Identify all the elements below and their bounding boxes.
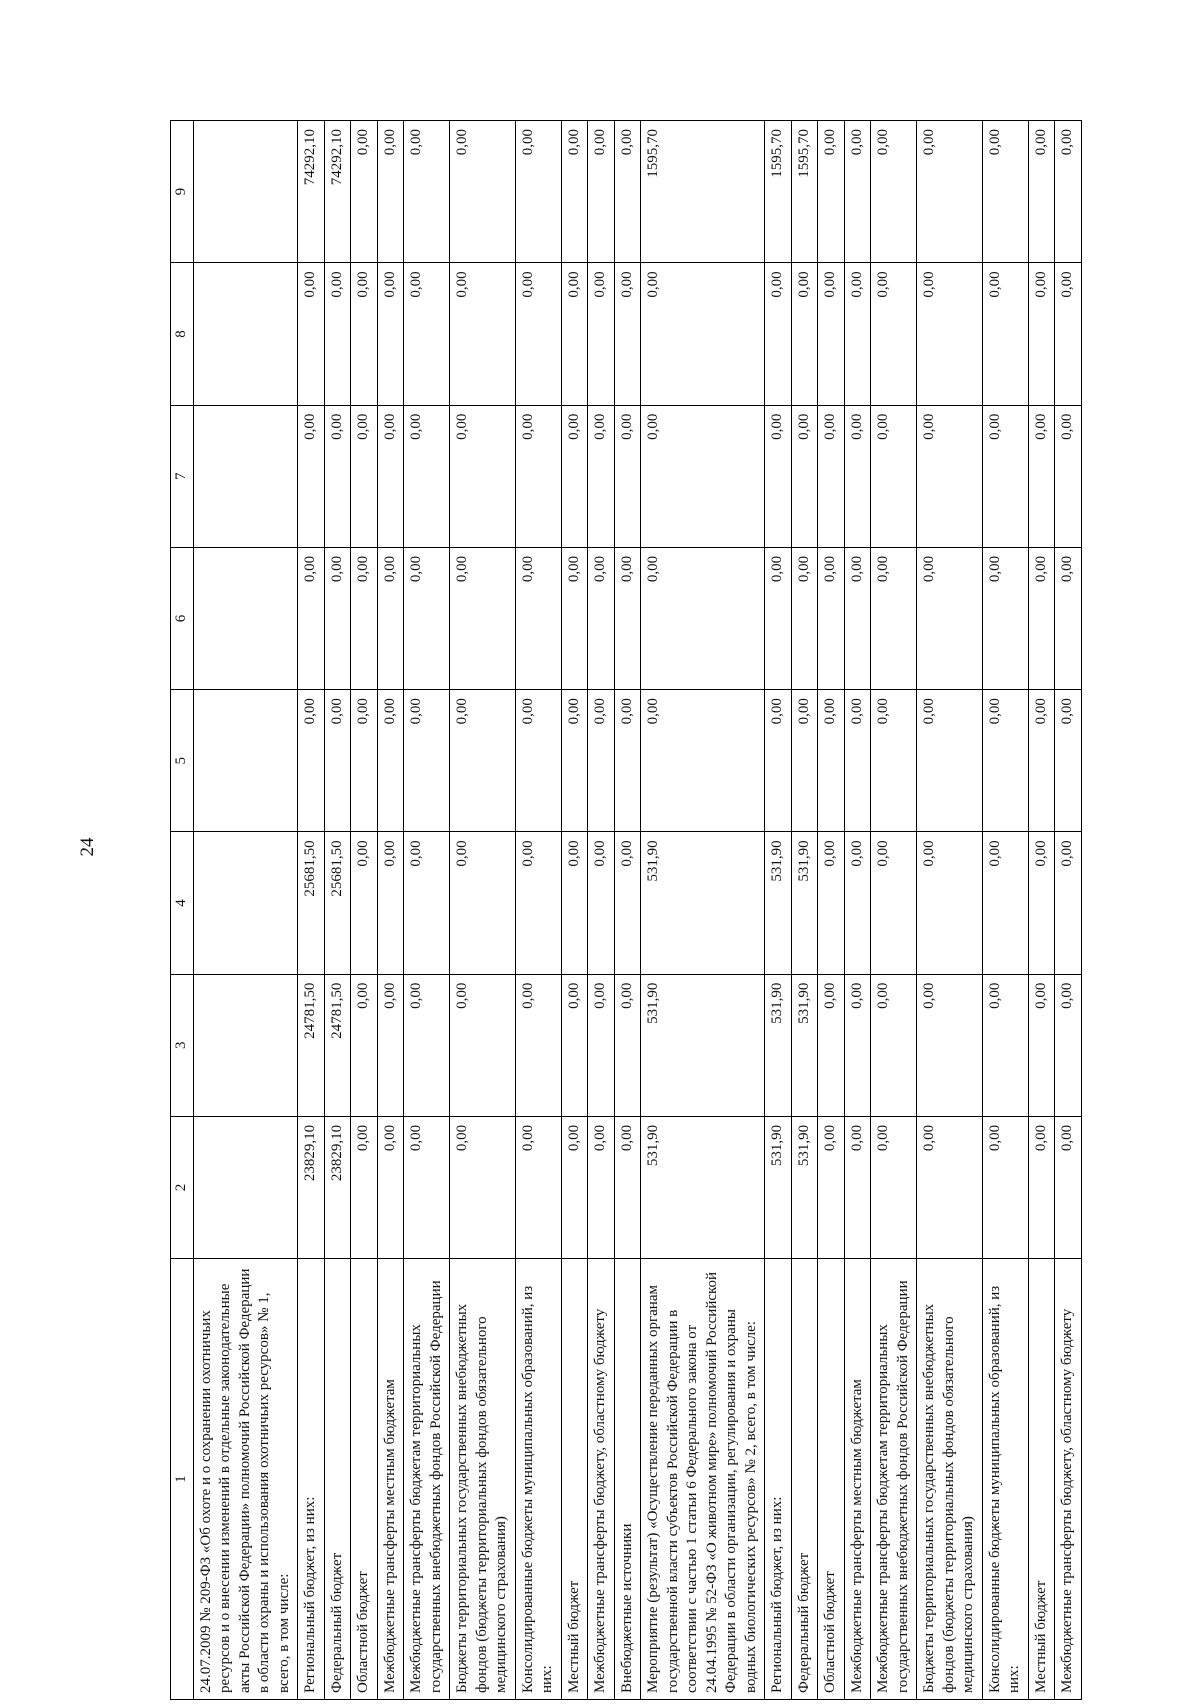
- value-cell: 0,00: [404, 832, 450, 974]
- value-cell: 0,00: [818, 547, 845, 689]
- value-cell: 0,00: [614, 974, 641, 1116]
- value-cell: 0,00: [614, 832, 641, 974]
- row-label: Межбюджетные трансферты местным бюджетам: [377, 1259, 404, 1700]
- value-cell: 0,00: [765, 690, 792, 832]
- value-cell: 0,00: [377, 263, 404, 405]
- row-label: Бюджеты территориальных государственных внебюджетных фондов (бюджеты территориальных фондов обязательного медицинского страхования): [450, 1259, 516, 1700]
- value-cell: 0,00: [298, 547, 325, 689]
- value-cell: 0,00: [404, 1116, 450, 1258]
- value-cell: 0,00: [404, 405, 450, 547]
- value-cell: 0,00: [561, 974, 588, 1116]
- row-label: Межбюджетные трансферты местным бюджетам: [844, 1259, 871, 1700]
- value-cell: 0,00: [561, 1116, 588, 1258]
- table-row: [588, 121, 615, 1700]
- value-cell: 0,00: [561, 121, 588, 263]
- value-cell: 0,00: [844, 832, 871, 974]
- value-cell: 0,00: [515, 121, 561, 263]
- value-cell: 0,00: [818, 405, 845, 547]
- value-cell: 0,00: [377, 405, 404, 547]
- row-label: Федеральный бюджет: [791, 1259, 818, 1700]
- column-header-9: 9: [171, 121, 194, 263]
- value-cell: 0,00: [377, 1116, 404, 1258]
- row-label: Межбюджетные трансферты бюджетам территориальных государственных внебюджетных фондов Российской Федерации: [404, 1259, 450, 1700]
- value-cell: 0,00: [515, 1116, 561, 1258]
- value-cell: 0,00: [561, 547, 588, 689]
- value-cell: 0,00: [351, 263, 378, 405]
- table-row: [450, 121, 516, 1700]
- value-cell: 0,00: [324, 547, 351, 689]
- value-cell: 0,00: [351, 1116, 378, 1258]
- value-cell: 0,00: [1055, 405, 1082, 547]
- value-cell: 23829,10: [324, 1116, 351, 1258]
- value-cell: 0,00: [377, 690, 404, 832]
- value-cell: 0,00: [871, 263, 917, 405]
- value-cell: 0,00: [917, 405, 983, 547]
- value-cell: 0,00: [515, 974, 561, 1116]
- value-cell: 0,00: [515, 547, 561, 689]
- rotated-table-container: [170, 120, 1085, 1700]
- value-cell: 0,00: [917, 690, 983, 832]
- value-cell: 0,00: [982, 547, 1028, 689]
- value-cell: 0,00: [588, 690, 615, 832]
- value-cell: 0,00: [818, 121, 845, 263]
- value-cell: 0,00: [450, 121, 516, 263]
- column-header-6: 6: [171, 547, 194, 689]
- value-cell: 0,00: [917, 263, 983, 405]
- row-label: Межбюджетные трансферты бюджетам территориальных государственных внебюджетных фондов Российской Федерации: [871, 1259, 917, 1700]
- value-cell: 0,00: [404, 263, 450, 405]
- value-cell: [193, 832, 298, 974]
- value-cell: 531,90: [765, 974, 792, 1116]
- table-row: [982, 121, 1028, 1700]
- value-cell: [193, 690, 298, 832]
- value-cell: 0,00: [614, 263, 641, 405]
- value-cell: 0,00: [351, 405, 378, 547]
- value-cell: 0,00: [614, 547, 641, 689]
- value-cell: 0,00: [588, 1116, 615, 1258]
- value-cell: 1595,70: [791, 121, 818, 263]
- value-cell: 0,00: [1028, 974, 1055, 1116]
- value-cell: 0,00: [351, 690, 378, 832]
- value-cell: 0,00: [1028, 547, 1055, 689]
- value-cell: 0,00: [404, 974, 450, 1116]
- value-cell: 0,00: [818, 974, 845, 1116]
- table-row: [641, 121, 765, 1700]
- value-cell: 0,00: [765, 405, 792, 547]
- value-cell: 25681,50: [324, 832, 351, 974]
- value-cell: 0,00: [871, 547, 917, 689]
- column-header-4: 4: [171, 832, 194, 974]
- value-cell: 0,00: [515, 405, 561, 547]
- column-header-3: 3: [171, 974, 194, 1116]
- row-label: Областной бюджет: [351, 1259, 378, 1700]
- value-cell: 531,90: [641, 974, 765, 1116]
- value-cell: 0,00: [1055, 832, 1082, 974]
- value-cell: 0,00: [561, 405, 588, 547]
- table-row: [561, 121, 588, 1700]
- value-cell: 0,00: [641, 405, 765, 547]
- value-cell: 0,00: [982, 263, 1028, 405]
- value-cell: 0,00: [982, 974, 1028, 1116]
- value-cell: 531,90: [641, 1116, 765, 1258]
- value-cell: 0,00: [1055, 547, 1082, 689]
- table-row: [377, 121, 404, 1700]
- table-row: [791, 121, 818, 1700]
- value-cell: 0,00: [614, 121, 641, 263]
- value-cell: 531,90: [791, 832, 818, 974]
- value-cell: 531,90: [641, 832, 765, 974]
- value-cell: 0,00: [1028, 405, 1055, 547]
- value-cell: 0,00: [614, 1116, 641, 1258]
- value-cell: 0,00: [1028, 1116, 1055, 1258]
- value-cell: 0,00: [641, 263, 765, 405]
- value-cell: 0,00: [515, 832, 561, 974]
- row-label: Региональный бюджет, из них:: [765, 1259, 792, 1700]
- value-cell: 0,00: [818, 690, 845, 832]
- value-cell: 0,00: [298, 405, 325, 547]
- value-cell: 0,00: [982, 1116, 1028, 1258]
- value-cell: 0,00: [450, 974, 516, 1116]
- value-cell: 25681,50: [298, 832, 325, 974]
- value-cell: 0,00: [844, 405, 871, 547]
- value-cell: 531,90: [765, 832, 792, 974]
- value-cell: 0,00: [450, 263, 516, 405]
- value-cell: 0,00: [588, 547, 615, 689]
- value-cell: 0,00: [844, 547, 871, 689]
- value-cell: 0,00: [982, 405, 1028, 547]
- value-cell: 0,00: [871, 690, 917, 832]
- value-cell: 0,00: [791, 690, 818, 832]
- value-cell: 0,00: [588, 405, 615, 547]
- value-cell: 0,00: [450, 832, 516, 974]
- page-number: 24: [77, 837, 98, 857]
- value-cell: 0,00: [871, 121, 917, 263]
- value-cell: 0,00: [324, 405, 351, 547]
- value-cell: 0,00: [844, 974, 871, 1116]
- table-row: [917, 121, 983, 1700]
- row-label: Бюджеты территориальных государственных внебюджетных фондов (бюджеты территориальных фондов обязательного медицинского страхования): [917, 1259, 983, 1700]
- row-label: Региональный бюджет, из них:: [298, 1259, 325, 1700]
- value-cell: 0,00: [1055, 974, 1082, 1116]
- value-cell: 0,00: [298, 690, 325, 832]
- value-cell: 0,00: [1028, 690, 1055, 832]
- value-cell: 0,00: [324, 263, 351, 405]
- row-label: Местный бюджет: [561, 1259, 588, 1700]
- value-cell: 0,00: [614, 405, 641, 547]
- value-cell: 0,00: [818, 1116, 845, 1258]
- row-label: Внебюджетные источники: [614, 1259, 641, 1700]
- value-cell: [193, 263, 298, 405]
- value-cell: [193, 1116, 298, 1258]
- value-cell: 0,00: [404, 121, 450, 263]
- value-cell: 74292,10: [324, 121, 351, 263]
- table-row: [1028, 121, 1055, 1700]
- value-cell: 0,00: [324, 690, 351, 832]
- value-cell: 0,00: [791, 405, 818, 547]
- value-cell: 0,00: [377, 832, 404, 974]
- value-cell: 0,00: [450, 405, 516, 547]
- value-cell: 0,00: [765, 263, 792, 405]
- value-cell: 0,00: [1028, 832, 1055, 974]
- value-cell: 531,90: [765, 1116, 792, 1258]
- value-cell: 1595,70: [765, 121, 792, 263]
- value-cell: 0,00: [1055, 121, 1082, 263]
- value-cell: 0,00: [982, 690, 1028, 832]
- value-cell: 0,00: [351, 547, 378, 689]
- value-cell: 0,00: [377, 974, 404, 1116]
- column-header-5: 5: [171, 690, 194, 832]
- table-row: [515, 121, 561, 1700]
- value-cell: 0,00: [641, 690, 765, 832]
- value-cell: [193, 121, 298, 263]
- value-cell: 0,00: [298, 263, 325, 405]
- value-cell: 0,00: [791, 547, 818, 689]
- value-cell: 0,00: [844, 121, 871, 263]
- budget-table: [170, 120, 1082, 1700]
- value-cell: 0,00: [917, 832, 983, 974]
- value-cell: 0,00: [791, 263, 818, 405]
- value-cell: 0,00: [844, 1116, 871, 1258]
- value-cell: 0,00: [871, 1116, 917, 1258]
- column-header-8: 8: [171, 263, 194, 405]
- value-cell: 0,00: [641, 547, 765, 689]
- row-label: Федеральный бюджет: [324, 1259, 351, 1700]
- column-header-2: 2: [171, 1116, 194, 1258]
- table-row: [765, 121, 792, 1700]
- table-header-row: [171, 121, 194, 1700]
- value-cell: 0,00: [1028, 121, 1055, 263]
- table-body: [193, 121, 1081, 1700]
- value-cell: 24781,50: [324, 974, 351, 1116]
- table-row: [871, 121, 917, 1700]
- value-cell: 0,00: [351, 974, 378, 1116]
- value-cell: 0,00: [871, 974, 917, 1116]
- table-row: [351, 121, 378, 1700]
- row-label: Областной бюджет: [818, 1259, 845, 1700]
- value-cell: 0,00: [818, 263, 845, 405]
- value-cell: 0,00: [765, 547, 792, 689]
- value-cell: 0,00: [377, 121, 404, 263]
- value-cell: 0,00: [871, 832, 917, 974]
- table-row: [298, 121, 325, 1700]
- table-row: [844, 121, 871, 1700]
- value-cell: 0,00: [614, 690, 641, 832]
- value-cell: 1595,70: [641, 121, 765, 263]
- row-label: Консолидированные бюджеты муниципальных образований, из них:: [982, 1259, 1028, 1700]
- value-cell: 0,00: [561, 690, 588, 832]
- row-label: Консолидированные бюджеты муниципальных образований, из них:: [515, 1259, 561, 1700]
- value-cell: 0,00: [1055, 690, 1082, 832]
- value-cell: 0,00: [377, 547, 404, 689]
- row-label: Межбюджетные трансферты бюджету, областному бюджету: [1055, 1259, 1082, 1700]
- value-cell: 0,00: [917, 547, 983, 689]
- value-cell: 0,00: [871, 405, 917, 547]
- value-cell: 0,00: [404, 690, 450, 832]
- value-cell: 0,00: [982, 832, 1028, 974]
- value-cell: 0,00: [450, 690, 516, 832]
- value-cell: 0,00: [351, 121, 378, 263]
- value-cell: 0,00: [844, 263, 871, 405]
- value-cell: 0,00: [515, 690, 561, 832]
- table-row: [324, 121, 351, 1700]
- value-cell: [193, 547, 298, 689]
- value-cell: 0,00: [844, 690, 871, 832]
- value-cell: 0,00: [982, 121, 1028, 263]
- row-label: Местный бюджет: [1028, 1259, 1055, 1700]
- value-cell: 0,00: [404, 547, 450, 689]
- row-label: 24.07.2009 № 209-ФЗ «Об охоте и о сохранении охотничьих ресурсов и о внесении изменений в отдельные законодательные акты Российской Федерации» полномочий Российской Федерации в области охраны и использования охотничьих ресурсов» № 1, всего, в том числе:: [193, 1259, 298, 1700]
- value-cell: 0,00: [561, 832, 588, 974]
- row-label: Межбюджетные трансферты бюджету, областному бюджету: [588, 1259, 615, 1700]
- value-cell: 0,00: [1055, 263, 1082, 405]
- value-cell: 24781,50: [298, 974, 325, 1116]
- column-header-7: 7: [171, 405, 194, 547]
- row-label: Мероприятие (результат) «Осуществление переданных органам государственной власти субъектов Российской Федерации в соответствии с частью 1 статьи 6 Федерального закона от 24.04.1995 № 52-ФЗ «О животном мире» полномочий Российской Федерации в области организации, регулирования и охраны водных биологических ресурсов» № 2, всего, в том числе:: [641, 1259, 765, 1700]
- value-cell: 0,00: [917, 121, 983, 263]
- column-header-1: 1: [171, 1259, 194, 1700]
- value-cell: 0,00: [588, 263, 615, 405]
- value-cell: [193, 405, 298, 547]
- value-cell: 0,00: [351, 832, 378, 974]
- value-cell: 0,00: [588, 121, 615, 263]
- value-cell: 0,00: [561, 263, 588, 405]
- value-cell: 0,00: [450, 1116, 516, 1258]
- value-cell: 531,90: [791, 974, 818, 1116]
- value-cell: [193, 974, 298, 1116]
- value-cell: 23829,10: [298, 1116, 325, 1258]
- value-cell: 0,00: [450, 547, 516, 689]
- value-cell: 531,90: [791, 1116, 818, 1258]
- table-row: [404, 121, 450, 1700]
- value-cell: 0,00: [1055, 1116, 1082, 1258]
- value-cell: 0,00: [1028, 263, 1055, 405]
- value-cell: 0,00: [818, 832, 845, 974]
- value-cell: 0,00: [917, 974, 983, 1116]
- value-cell: 74292,10: [298, 121, 325, 263]
- value-cell: 0,00: [917, 1116, 983, 1258]
- table-row: [818, 121, 845, 1700]
- value-cell: 0,00: [588, 832, 615, 974]
- table-row: [614, 121, 641, 1700]
- value-cell: 0,00: [588, 974, 615, 1116]
- value-cell: 0,00: [515, 263, 561, 405]
- table-row: [1055, 121, 1082, 1700]
- table-row: [193, 121, 298, 1700]
